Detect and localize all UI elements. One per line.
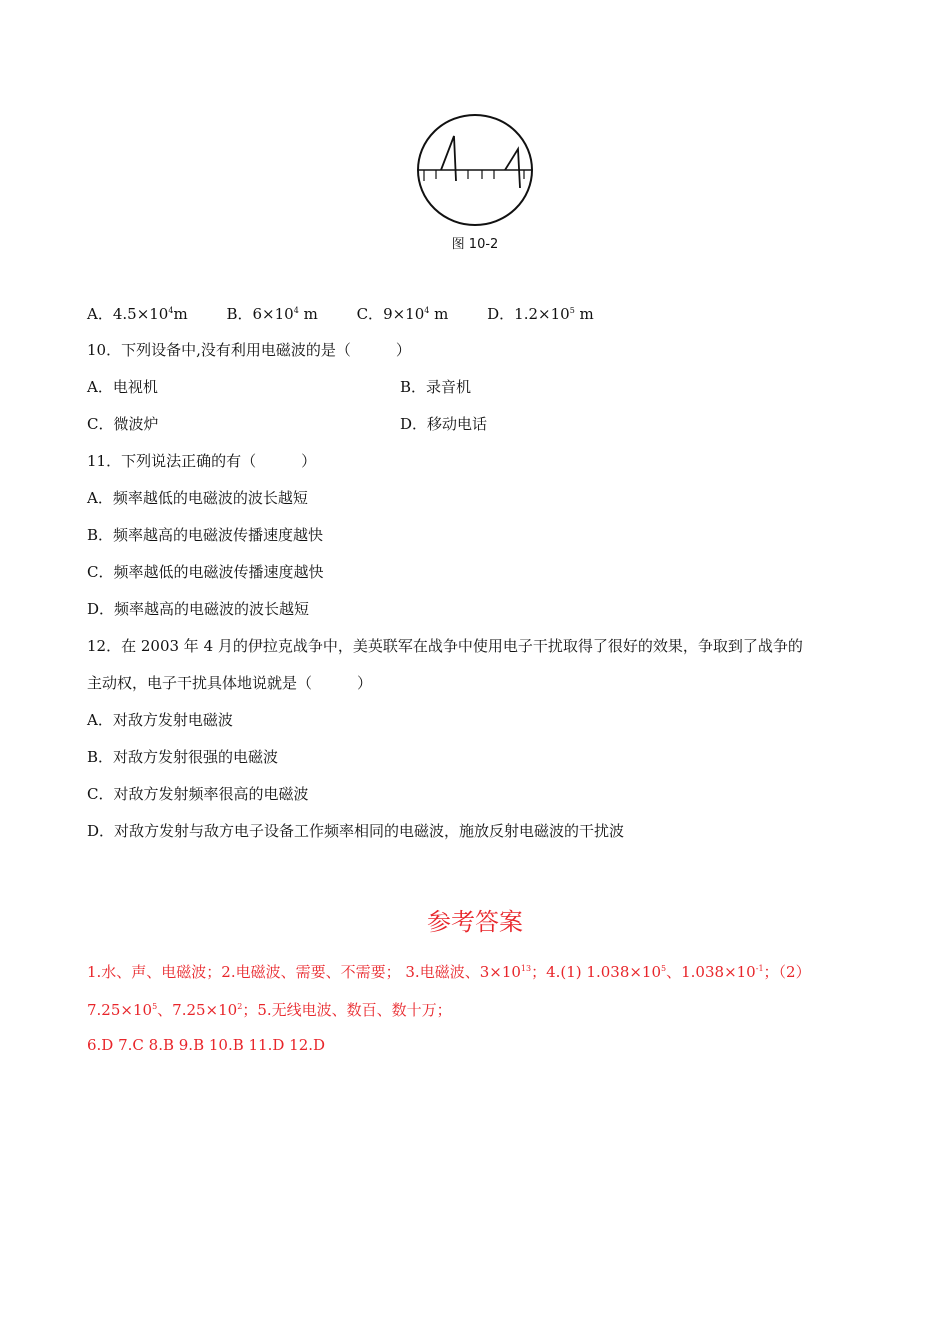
q10-option-b: B．录音机 bbox=[400, 378, 472, 396]
q11-option-a: A．频率越低的电磁波的波长越短 bbox=[87, 489, 308, 507]
answers-line-1: 1.水、声、电磁波；2.电磁波、需要、不需要； 3.电磁波、$3\times 10^{13}$；4.(1) $1.038\times 10^5$、$1.038\times 10^{-1}$；（2） bbox=[87, 963, 811, 981]
q10-option-d: D．移动电话 bbox=[400, 415, 488, 433]
q11-option-d: D．频率越高的电磁波的波长越短 bbox=[87, 600, 310, 618]
q9-options bbox=[87, 304, 628, 324]
q12-option-a: A．对敌方发射电磁波 bbox=[87, 711, 233, 729]
q12-option-b: B．对敌方发射很强的电磁波 bbox=[87, 748, 279, 766]
q10-stem: 10．下列设备中,没有利用电磁波的是（ ） bbox=[87, 341, 411, 359]
figure-caption: 图 10-2 bbox=[451, 237, 499, 252]
answers-line-2: $7.25\times 10^5$、$7.25\times 10^2$；5.无线电波、数百、数十万； bbox=[87, 1001, 452, 1019]
q12-stem-line2: 主动权，电子干扰具体地说就是（ ） bbox=[87, 674, 373, 692]
q10-option-a: A．电视机 bbox=[87, 378, 158, 396]
q11-stem: 11．下列说法正确的有（ ） bbox=[87, 452, 317, 470]
answers-title: 参考答案 bbox=[427, 908, 523, 936]
q9-option-c: C．$9\times 10^4$ m bbox=[356, 305, 449, 323]
oscilloscope-figure bbox=[414, 113, 538, 229]
q10-option-c: C．微波炉 bbox=[87, 415, 159, 433]
q9-option-b: B．$6\times 10^4$ m bbox=[226, 305, 318, 323]
q11-option-c: C．频率越低的电磁波传播速度越快 bbox=[87, 563, 324, 581]
q9-option-d: D．$1.2\times 10^5$ m bbox=[487, 305, 594, 323]
answers-line-3: 6.D 7.C 8.B 9.B 10.B 11.D 12.D bbox=[87, 1036, 326, 1054]
q11-option-b: B．频率越高的电磁波传播速度越快 bbox=[87, 526, 324, 544]
q12-option-d: D．对敌方发射与敌方电子设备工作频率相同的电磁波，施放反射电磁波的干扰波 bbox=[87, 822, 625, 840]
q9-option-a: A．$4.5\times 10^4m$ bbox=[87, 305, 188, 323]
q12-option-c: C．对敌方发射频率很高的电磁波 bbox=[87, 785, 309, 803]
q12-stem-line1: 12．在 2003 年 4 月的伊拉克战争中，美英联军在战争中使用电子干扰取得了很好的效果，争取到了战争的 bbox=[87, 637, 803, 655]
